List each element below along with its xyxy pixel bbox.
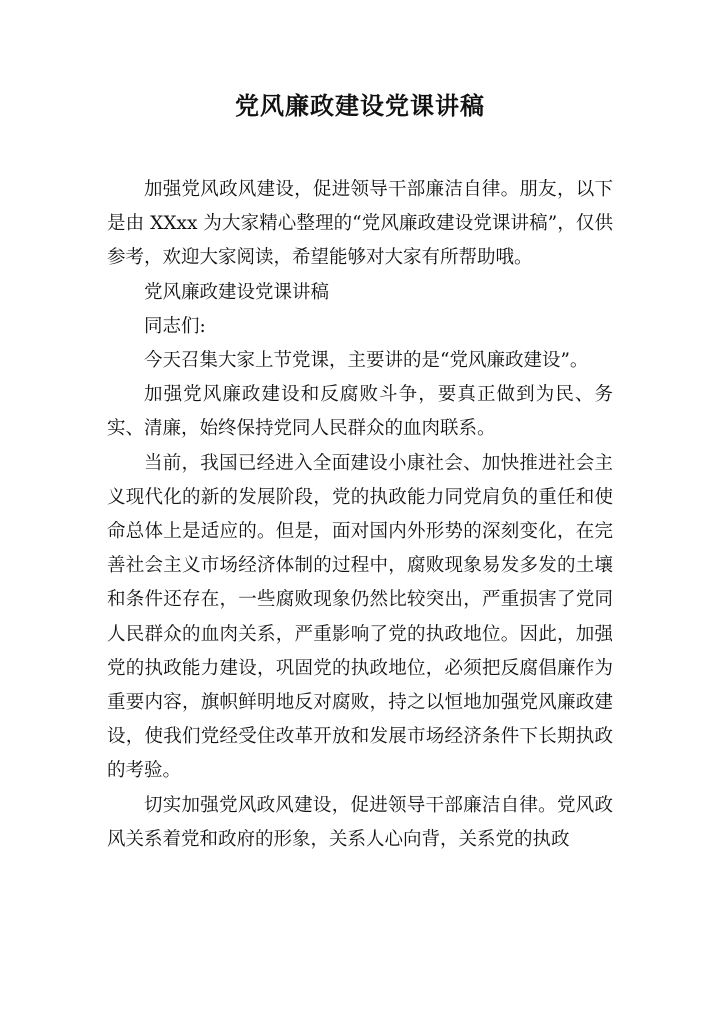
paragraph-intro: 加强党风政风建设，促进领导干部廉洁自律。朋友，以下是由 XXxx 为大家精心整理的“党风廉政建设党课讲稿”，仅供参考，欢迎大家阅读，希望能够对大家有所帮助哦。 — [107, 179, 613, 269]
paragraph-salutation: 同志们: — [144, 315, 206, 337]
paragraph-requirement: 加强党风廉政建设和反腐败斗争，要真正做到为民、务实、清廉，始终保持党同人民群众的血肉联系。 — [107, 384, 613, 440]
document-title: 党风廉政建设党课讲稿 — [235, 91, 485, 120]
document-body — [107, 173, 613, 857]
paragraph-party-style: 切实加强党风政风建设，促进领导干部廉洁自律。党风政风关系着党和政府的形象，关系人心向背，关系党的执政 — [107, 794, 613, 850]
paragraph-subtitle: 党风廉政建设党课讲稿 — [144, 281, 330, 303]
paragraph-topic: 今天召集大家上节党课，主要讲的是“党风廉政建设”。 — [144, 350, 589, 372]
paragraph-current-situation: 当前，我国已经进入全面建设小康社会、加快推进社会主义现代化的新的发展阶段，党的执政能力同党肩负的重任和使命总体上是适应的。但是，面对国内外形势的深刻变化，在完善社会主义市场经济体制的过程中，腐败现象易发多发的土壤和条件还存在，一些腐败现象仍然比较突出，严重损害了党同人民群众的血肉关系，严重影响了党的执政地位。因此，加强党的执政能力建设，巩固党的执政地位，必须把反腐倡廉作为重要内容，旗帜鲜明地反对腐败，持之以恒地加强党风廉政建设，使我们党经受住改革开放和发展市场经济条件下长期执政的考验。 — [107, 452, 613, 782]
